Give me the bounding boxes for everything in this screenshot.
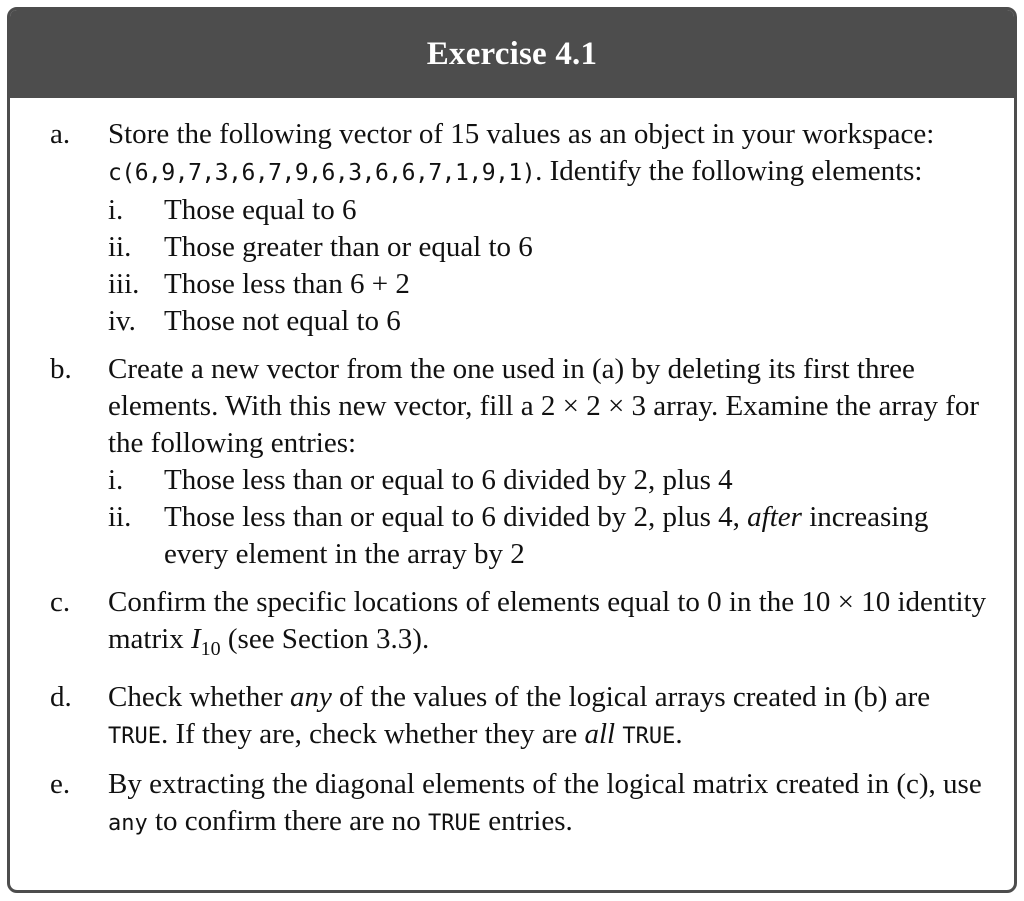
item-e-text-1: By extracting the diagonal elements of the logical matrix created in (c), use (108, 767, 982, 800)
sub-item-text: Those not equal to 6 (164, 305, 401, 337)
item-letter: c. (50, 586, 71, 618)
item-letter: e. (50, 767, 71, 800)
sub-item-text: Those less than or equal to 6 divided by 2, plus 4 (164, 464, 733, 496)
emphasis-any: any (290, 680, 332, 713)
item-content (108, 766, 994, 842)
code-true: TRUE (622, 723, 676, 749)
item-e-text-3: entries. (480, 804, 573, 837)
item-letter: b. (50, 353, 72, 385)
item-letter: a. (50, 118, 71, 150)
exercise-item-e (50, 766, 994, 842)
exercise-body (10, 98, 1014, 842)
item-content (108, 679, 994, 755)
sub-item-text-before: Those less than or equal to 6 divided by 2, plus 4, (164, 501, 748, 533)
exercise-title: Exercise 4.1 (10, 10, 1014, 98)
sub-item-text: Those greater than or equal to 6 (164, 231, 533, 263)
sub-item (108, 266, 994, 303)
exercise-item-c (50, 584, 994, 668)
sub-item (108, 499, 994, 573)
code-true: TRUE (427, 810, 481, 836)
item-content (108, 351, 994, 573)
item-d-text-2: of the values of the logical arrays created in (b) are (331, 680, 931, 713)
item-e-text-2: to confirm there are no (147, 804, 428, 837)
sub-item-text: Those equal to 6 (164, 194, 357, 226)
sub-item-text-after: increasing every element in the array by 2 (164, 501, 929, 570)
item-d-text-1: Check whether (108, 680, 290, 713)
sub-item-number: ii. (108, 231, 132, 263)
item-content (108, 584, 994, 668)
identity-matrix-subscript: 10 (200, 637, 221, 660)
sub-item-number: ii. (108, 501, 132, 533)
sub-item-text: Those less than 6 + 2 (164, 268, 410, 300)
item-c-text-before: Confirm the specific locations of elements equal to 0 in the 10 × 10 identity matrix (108, 586, 987, 655)
sub-item (108, 303, 994, 340)
item-c-text-after: (see Section 3.3). (220, 623, 430, 655)
sub-item-number: i. (108, 194, 124, 226)
sub-item (108, 229, 994, 266)
sub-item (108, 462, 994, 499)
exercise-item-d (50, 679, 994, 755)
exercise-item-a (50, 116, 994, 340)
sub-item-text (164, 499, 994, 573)
identity-matrix-symbol: I (190, 623, 201, 655)
item-a-after: . Identify the following elements: (535, 155, 923, 187)
item-d-text-3: . If they are, check whether they are (160, 717, 585, 750)
sub-item-number: iv. (108, 305, 136, 337)
item-a-text (108, 116, 994, 192)
sub-item-number: i. (108, 464, 124, 496)
exercise-box (7, 7, 1017, 893)
emphasis-all: all (584, 717, 616, 750)
code-true: TRUE (108, 723, 161, 749)
sub-item (108, 192, 994, 229)
code-any: any (108, 810, 148, 836)
item-a-intro: Store the following vector of 15 values as an object in your workspace: (108, 118, 935, 150)
emphasis-after: after (747, 501, 802, 533)
item-content (108, 116, 994, 340)
item-b-text: Create a new vector from the one used in (a) by deleting its first three elements. With this new vector, fill a 2 × 2 × 3 array. Examine the array for the following entries: (108, 353, 980, 459)
item-d-text-5: . (675, 717, 683, 750)
item-letter: d. (50, 680, 72, 713)
vector-code: c(6,9,7,3,6,7,9,6,3,6,6,7,1,9,1) (108, 160, 536, 186)
exercise-item-b (50, 351, 994, 573)
sub-item-number: iii. (108, 268, 140, 300)
